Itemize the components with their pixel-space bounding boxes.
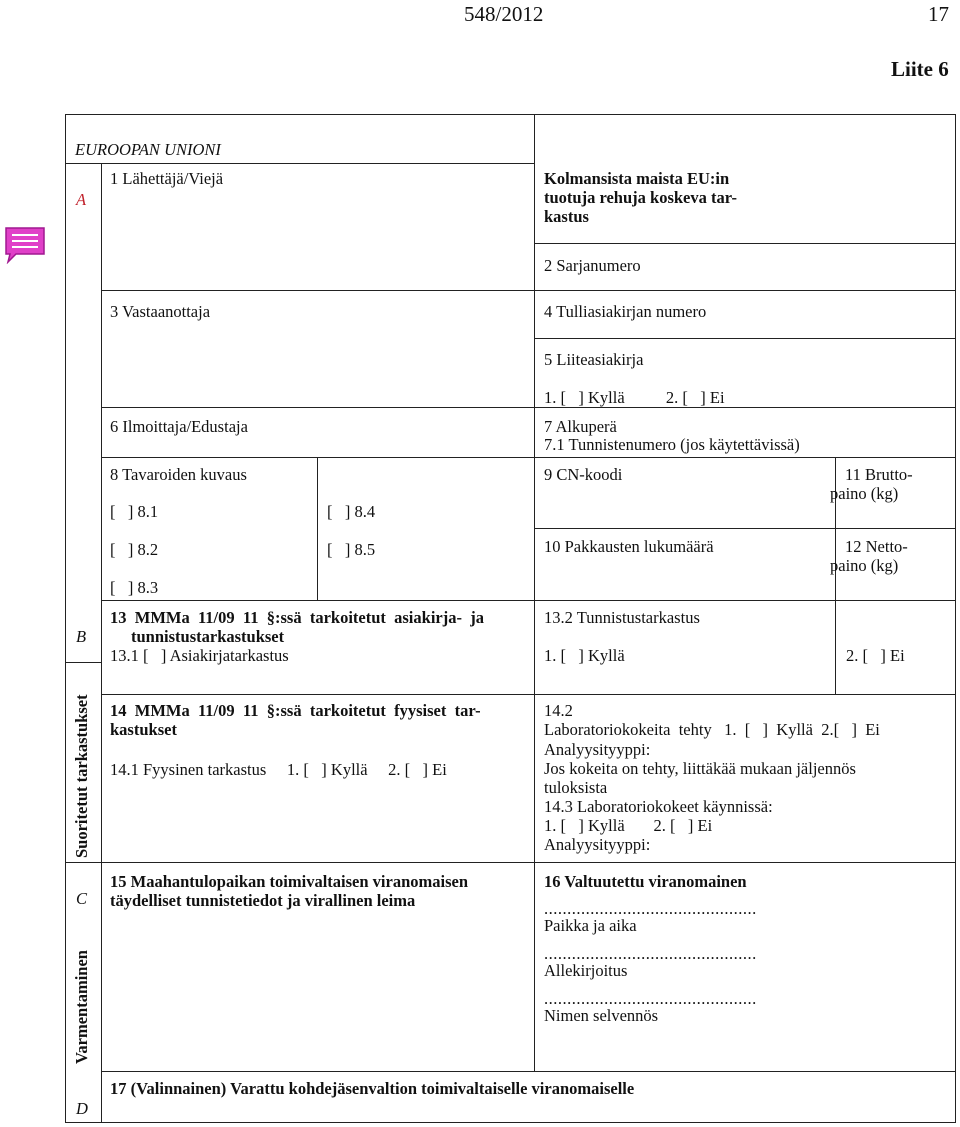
field-5-label: 5 Liiteasiakirja [544, 350, 644, 369]
field-14-2-note-line-1: Jos kokeita on tehty, liittäkää mukaan jäljennös [544, 759, 856, 778]
checkbox-8-5[interactable]: [ ] 8.5 [327, 540, 376, 559]
field-3-label: 3 Vastaanottaja [110, 302, 211, 321]
field-13-label-line-1: 13 MMMa 11/09 11 §:ssä tarkoitetut asiakirja- ja [110, 608, 484, 627]
field-14-2-label: 14.2 [544, 701, 573, 720]
form-title-line-3: kastus [544, 207, 589, 226]
document-number: 548/2012 [464, 2, 544, 26]
dotted-line-1[interactable]: .............................................. [544, 899, 757, 918]
checkbox-8-3[interactable]: [ ] 8.3 [110, 578, 159, 597]
field-14-label-line-1: 14 MMMa 11/09 11 §:ssä tarkoitetut fyysiset tar- [110, 701, 481, 720]
field-9-label: 9 CN-koodi [544, 465, 623, 484]
field-14-2-note-line-2: tuloksista [544, 778, 608, 797]
field-7-label: 7 Alkuperä [544, 417, 617, 436]
union-label: EUROOPAN UNIONI [75, 140, 221, 159]
comment-note-icon[interactable] [2, 226, 46, 264]
field-13-2-label: 13.2 Tunnistustarkastus [544, 608, 700, 627]
field-17-label: 17 (Valinnainen) Varattu kohdejäsenvaltion toimivaltaiselle viranomaiselle [110, 1079, 635, 1098]
field-13-label-line-2: tunnistustarkastukset [131, 627, 285, 646]
appendix-label: Liite 6 [891, 57, 949, 81]
field-16-label: 16 Valtuutettu viranomainen [544, 872, 747, 891]
field-10-label: 10 Pakkausten lukumäärä [544, 537, 714, 556]
name-clarification-label: Nimen selvennös [544, 1006, 659, 1025]
field-15-label-line-2: täydelliset tunnistetiedot ja virallinen leima [110, 891, 416, 910]
field-6-label: 6 Ilmoittaja/Edustaja [110, 417, 248, 436]
field-4-label: 4 Tulliasiakirjan numero [544, 302, 707, 321]
checkbox-8-1[interactable]: [ ] 8.1 [110, 502, 159, 521]
field-7-1-label: 7.1 Tunnistenumero (jos käytettävissä) [544, 435, 800, 454]
signature-label: Allekirjoitus [544, 961, 628, 980]
field-14-2-lab-options[interactable]: Laboratoriokokeita tehty 1. [ ] Kyllä 2.[ ] Ei [544, 720, 880, 739]
dotted-line-3[interactable]: .............................................. [544, 989, 757, 1008]
page-number: 17 [928, 2, 949, 26]
checkbox-13-1[interactable]: 13.1 [ ] Asiakirjatarkastus [110, 646, 289, 665]
field-14-2-analysis-type: Analyysityyppi: [544, 740, 651, 759]
place-date-label: Paikka ja aika [544, 916, 637, 935]
checkbox-13-2-yes[interactable]: 1. [ ] Kyllä [544, 646, 625, 665]
part-b-label: B [76, 627, 87, 646]
field-12-label-line-2: paino (kg) [830, 556, 899, 575]
dotted-line-2[interactable]: .............................................. [544, 944, 757, 963]
side-label-checks: Suoritetut tarkastukset [72, 694, 91, 858]
field-14-3-options[interactable]: 1. [ ] Kyllä 2. [ ] Ei [544, 816, 713, 835]
field-5-options[interactable]: 1. [ ] Kyllä 2. [ ] Ei [544, 388, 725, 407]
checkbox-13-2-no[interactable]: 2. [ ] Ei [846, 646, 905, 665]
form-title-line-1: Kolmansista maista EU:in [544, 169, 730, 188]
field-14-1-options[interactable]: 14.1 Fyysinen tarkastus 1. [ ] Kyllä 2. [ ] Ei [110, 760, 447, 779]
field-11-label-line-2: paino (kg) [830, 484, 899, 503]
part-d-label: D [76, 1099, 88, 1118]
field-15-label-line-1: 15 Maahantulopaikan toimivaltaisen viranomaisen [110, 872, 468, 891]
field-1-label: 1 Lähettäjä/Viejä [110, 169, 224, 188]
field-14-label-line-2: kastukset [110, 720, 177, 739]
part-c-label: C [76, 889, 88, 908]
part-a-label: A [76, 190, 87, 209]
checkbox-8-4[interactable]: [ ] 8.4 [327, 502, 376, 521]
checkbox-8-2[interactable]: [ ] 8.2 [110, 540, 159, 559]
field-2-label: 2 Sarjanumero [544, 256, 641, 275]
field-8-label: 8 Tavaroiden kuvaus [110, 465, 247, 484]
field-11-label-line-1: 11 Brutto- [845, 465, 913, 484]
form-title-line-2: tuotuja rehuja koskeva tar- [544, 188, 737, 207]
field-14-3-label: 14.3 Laboratoriokokeet käynnissä: [544, 797, 773, 816]
side-label-verification: Varmentaminen [72, 950, 91, 1064]
field-12-label-line-1: 12 Netto- [845, 537, 908, 556]
field-14-3-analysis-type: Analyysityyppi: [544, 835, 651, 854]
